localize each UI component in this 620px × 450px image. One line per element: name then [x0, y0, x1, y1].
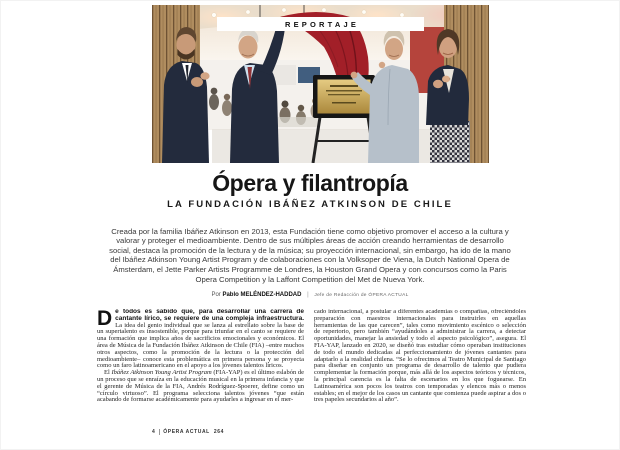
- byline-author: Pablo MELÉNDEZ-HADDAD: [222, 292, 302, 298]
- issue-number: 264: [213, 429, 224, 435]
- paragraph-3: cado internacional, a postular a diferentes academias o compañías, ofreciéndoles preparación con maestros internacionales para instruirles en aquellas herramientas de las que carecen”, tales como movimiento escénico o selección de repertorio, pero también “ayudándoles a administrar la carrera, a detectar oportunidades, manejar la ansiedad y todo el aspecto psicológico”, asegura. El FIA-YAP, lanzado en 2020, se diseñó tras estudiar cómo operaban instituciones de todo el mundo dedicadas al perfeccionamiento de jóvenes cantantes para adaptarlo a la realidad chilena. “Se lo ofrecimos al Teatro Municipal de Santiago para diseñar en conjunto un programa de desarrollo de talento que pudiera complementar la formación porque, más allá de los aspectos teóricos y técnicos, la principal carencia es la falta de escenarios en los que foguearse. En Latinoamérica son pocos los teatros con temporadas y elencos más o menos estables; en el mejor de los casos un cantante que comienza puede aspirar a dos o tres papeles secundarios al año”.: [314, 309, 526, 404]
- body-column-left: [97, 309, 304, 427]
- byline-role: Jefe de Redacción de ÓPERA ACTUAL: [314, 293, 409, 298]
- article-lede: Creada por la familia Ibáñez Atkinson en 2013, esta Fundación tiene como objetivo promover el acceso a la cultura y valorar y proteger el medioambiente. Dentro de sus múltiples áreas de acción creando herramientas de desarrollo social, destaca la promoción de la lectura y de la música; su proyección internacional, sin embargo, ha ido de la mano del Ibáñez Atkinson Young Artist Program y de colaboraciones con la Volksoper de Viena, la Dutch National Opera de Ámsterdam, el Jette Parker Artists Programme de Londres, la Houston Grand Opera y con concursos como la Paris Opera Competition y la Laffont Competition del Met de Nueva York.: [109, 226, 511, 284]
- paragraph-1: [97, 309, 304, 370]
- lead-sentence: e todos es sabido que, para desarrollar una carrera de cantante lírico, se requiere de una compleja infraestructura.: [115, 309, 304, 322]
- byline-prefix: Por: [211, 292, 221, 298]
- article-title: Ópera y filantropía: [212, 170, 408, 196]
- byline: [0, 292, 620, 298]
- body-column-right: [314, 309, 526, 427]
- section-kicker: [217, 17, 424, 31]
- paragraph-1-text: La idea del genio individual que se lanza al estrellato sobre la base de un supertalento es insostenible, porque para triunfar en el canto se requiere de una formación que implica años de sacrificios emocionales y económicos. El área de Música de la Fundación Ibáñez Atkinson de Chile (FIA) –entre muchos otros aspectos, como la promoción de la lectura o la protección del medioambiente– conoce esta problemática en primera persona y se proyecta como un faro latinoamericano en el apoyo a los jóvenes talentos líricos.: [97, 321, 304, 370]
- article-photo: [152, 5, 489, 163]
- program-name-italic: Ibáñez Atkinson Young Artist Program: [111, 369, 212, 377]
- magazine-name: ÓPERA ACTUAL: [163, 429, 210, 435]
- byline-separator: |: [307, 292, 309, 298]
- paragraph-2: El Ibáñez Atkinson Young Artist Program (FIA-YAP) es el último eslabón de un proceso que se enraíza en la educación musical en la primera infancia y que el gerente de Música de la FIA, Andrés Rodríguez-Spoerer, define como un “círculo virtuoso”. El programa selecciona talentos jóvenes “que están acabando de formarse académicamente para ayudarles a ingresar en el mer-: [97, 369, 304, 404]
- footer-divider: [159, 429, 160, 435]
- section-kicker-label: REPORTAJE: [284, 19, 360, 29]
- page-number: 4: [152, 429, 155, 435]
- page-footer: [152, 429, 224, 435]
- article-subtitle: LA FUNDACIÓN IBÁÑEZ ATKINSON DE CHILE: [167, 199, 453, 210]
- houndstooth-skirt: [430, 121, 470, 163]
- drop-cap: D: [97, 309, 113, 330]
